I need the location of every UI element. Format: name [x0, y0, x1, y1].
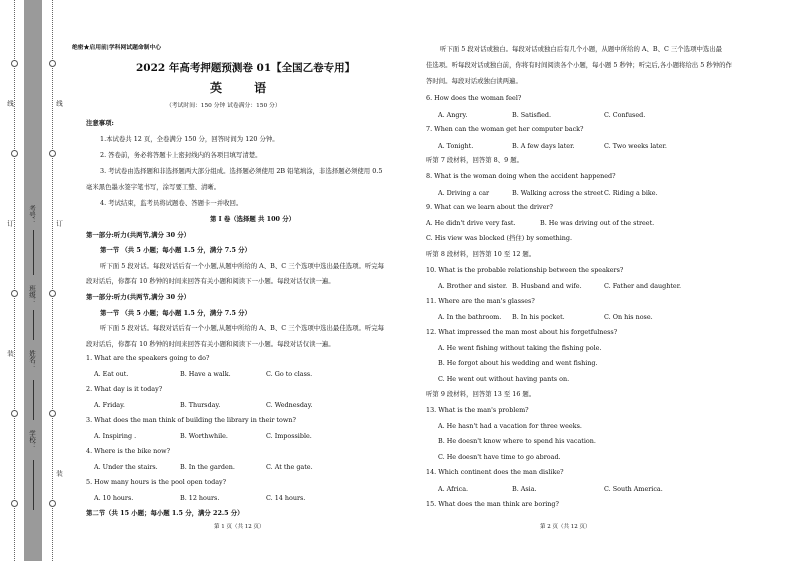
- option-line: A. He hasn't had a vacation for three weeks.: [438, 421, 582, 430]
- note-item: 3. 考试卷由选择题和非选择题两大部分组成。选择题必须使用 2B 铅笔填涂，非选择题必须使用 0.5: [100, 167, 383, 175]
- instruction-line: 听下面 5 段对话。每段对话后有一个小题,从题中所给的 A、B、C 三个选项中选出最佳选项。听完每: [100, 324, 385, 332]
- option-c: C. Two weeks later.: [604, 141, 667, 150]
- outer-dotted-line: [14, 0, 15, 561]
- option-c: C. At the gate.: [266, 463, 313, 471]
- question-1: 1. What are the speakers going to do?: [86, 354, 210, 362]
- option-a: A. Angry.: [438, 110, 468, 119]
- binding-hole: [49, 60, 56, 67]
- option-b: B. Asia.: [512, 485, 537, 493]
- volume-heading: 第 I 卷（选择题 共 100 分）: [210, 215, 295, 223]
- option-c: C. 14 hours.: [266, 494, 306, 502]
- note-item: 4. 考试结束，监考员将试题卷、答题卡一并收回。: [100, 199, 243, 207]
- part-heading: 第一部分:听力(共两节,满分 30 分）: [86, 293, 191, 301]
- instruction-line: 段对话后，你都有 10 秒钟的时间来回答有关小题和阅读下一小题。每段对话仅读一遍。: [86, 277, 335, 285]
- question-line: C. His view was blocked (挡住) by something.: [426, 234, 572, 243]
- inner-dotted-line: [52, 0, 53, 561]
- question-line: 6. How does the woman feel?: [426, 94, 522, 102]
- question-line: 11. Where are the man's glasses?: [426, 296, 535, 305]
- option-c: C. Father and daughter.: [604, 282, 682, 291]
- binding-hole: [11, 60, 18, 67]
- binding-hole: [49, 410, 56, 417]
- instruction-line: 听下面 5 段对话或独白。每段对话或独白后有几个小题，从题中所给的 A、B、C 三个选项中选出最: [440, 45, 723, 53]
- note-item: 2. 答卷前，务必将答题卡上密封线内的各项目填写清楚。: [100, 151, 262, 159]
- notes-heading: 注意事项:: [86, 119, 114, 127]
- section-heading: 第二节（共 15 小题；每小题 1.5 分，满分 22.5 分）: [86, 509, 244, 517]
- exam-info: （考试时间：150 分钟 试卷满分：150 分）: [166, 103, 281, 109]
- option-b: B. He was driving out of the street.: [540, 218, 655, 227]
- option-a: A. In the bathroom.: [438, 313, 502, 322]
- option-b: B. Husband and wife.: [512, 282, 582, 291]
- option-a: A. Africa.: [438, 485, 469, 493]
- id-line: [33, 230, 34, 275]
- option-line: A. He went fishing without taking the fishing pole.: [438, 343, 602, 352]
- option-line: C. He doesn't have time to go abroad.: [438, 452, 561, 461]
- binding-hole: [11, 500, 18, 507]
- question-line: 9. What can we learn about the driver?: [426, 203, 553, 212]
- name-label: 姓名：: [28, 350, 36, 370]
- option-a: A. Tonight.: [438, 141, 474, 150]
- margin-mark: 线: [55, 100, 63, 107]
- name-line: [33, 380, 34, 420]
- option-line: C. He went out without having pants on.: [438, 374, 570, 383]
- margin-mark: 装: [55, 470, 63, 477]
- school-label: 学校：: [28, 430, 36, 450]
- option-b: B. Have a walk.: [180, 370, 231, 378]
- page-number-left: 第 1 页（共 12 页）: [214, 524, 265, 530]
- section-heading: 第一节 （共 5 小题；每小题 1.5 分，满分 7.5 分）: [100, 246, 251, 254]
- binding-hole: [11, 150, 18, 157]
- option-b: B. Worthwhile.: [180, 432, 228, 440]
- question-line: 13. What is the man's problem?: [426, 406, 529, 414]
- option-a: A. Driving a car: [438, 188, 490, 197]
- instruction-line: 段对话后，你都有 10 秒钟的时间来回答有关小题和阅读下一小题。每段对话仅读一遍。: [86, 340, 335, 348]
- option-a: A. 10 hours.: [94, 494, 134, 502]
- option-a: A. Under the stairs.: [94, 463, 158, 471]
- question-5: 5. How many hours is the pool open today?: [86, 478, 227, 486]
- option-line: B. He forgot about his wedding and went fishing.: [438, 359, 598, 368]
- option-c: C. South America.: [604, 485, 663, 493]
- section-heading: 第一节 （共 5 小题；每小题 1.5 分，满分 7.5 分）: [100, 309, 251, 317]
- option-b: B. Thursday.: [180, 401, 221, 409]
- option-b: B. A few days later.: [512, 141, 575, 150]
- confidential-label: 绝密★启用前|学科网试题命制中心: [72, 45, 162, 51]
- option-a: A. Inspiring .: [94, 432, 137, 440]
- school-line: [33, 460, 34, 510]
- option-b: B. Walking across the street: [512, 188, 604, 197]
- option-b: B. In the garden.: [180, 463, 235, 471]
- subject-title: 英 语: [210, 81, 281, 95]
- option-b: B. 12 hours.: [180, 494, 220, 502]
- binding-hole: [49, 290, 56, 297]
- binding-hole: [11, 290, 18, 297]
- question-line: 10. What is the probable relationship between the speakers?: [426, 265, 624, 274]
- instruction-line: 佳选项。听每段对话或独白前，你将有时间阅读各个小题，每小题 5 秒钟；听完后,各小题将给出 5 秒钟的作: [426, 61, 732, 69]
- question-line: 15. What does the man think are boring?: [426, 499, 559, 508]
- question-2: 2. What day is it today?: [86, 385, 163, 393]
- option-line: B. He doesn't know where to spend his vacation.: [438, 437, 596, 446]
- id-label: 考号：: [28, 205, 36, 225]
- option-c: C. Riding a bike.: [604, 188, 658, 197]
- margin-mark: 线: [6, 100, 14, 107]
- question-line: 12. What impressed the man most about his forgetfulness?: [426, 328, 618, 336]
- note-item: 毫米黑色墨水签字笔书写，涂写要工整、清晰。: [86, 183, 221, 191]
- question-3: 3. What does the man think of building the library in their town?: [86, 416, 296, 424]
- class-line: [33, 310, 34, 340]
- question-4: 4. Where is the bike now?: [86, 447, 170, 455]
- binding-hole: [49, 500, 56, 507]
- option-a: A. Friday.: [94, 401, 125, 409]
- exam-title: 2022 年高考押题预测卷 01【全国乙卷专用】: [136, 62, 356, 74]
- part-heading: 第一部分:听力(共两节,满分 30 分）: [86, 231, 191, 239]
- instruction-line: 答时间。每段对话或独白读两遍。: [426, 77, 522, 85]
- question-line: 听第 8 段材料，回答第 10 至 12 题。: [426, 250, 536, 258]
- instruction-line: 听下面 5 段对话。每段对话后有一个小题,从题中所给的 A、B、C 三个选项中选出最佳选项。听完每: [100, 262, 385, 270]
- option-b: B. In his pocket.: [512, 313, 565, 322]
- question-line: 14. Which continent does the man dislike?: [426, 468, 564, 477]
- option-a: A. Brother and sister.: [438, 282, 508, 291]
- page-number-right: 第 2 页（共 12 页）: [540, 524, 591, 530]
- option-c: C. On his nose.: [604, 313, 653, 322]
- option-c: C. Confused.: [604, 110, 646, 119]
- option-c: C. Wednesday.: [266, 401, 313, 409]
- binding-hole: [11, 410, 18, 417]
- question-line: 听第 7 段材料，回答第 8、9 题。: [426, 156, 524, 165]
- option-a: A. Eat out.: [94, 370, 129, 378]
- margin-mark: 订: [55, 220, 63, 227]
- question-line: 7. When can the woman get her computer back?: [426, 125, 584, 134]
- binding-hole: [49, 150, 56, 157]
- option-c: C. Impossible.: [266, 432, 312, 440]
- question-line: 听第 9 段材料，回答第 13 至 16 题。: [426, 390, 536, 399]
- option-b: B. Satisfied.: [512, 110, 552, 119]
- margin-mark: 装: [6, 350, 14, 357]
- binding-margin: [0, 0, 66, 561]
- option-c: C. Go to class.: [266, 370, 313, 378]
- option-a: A. He didn't drive very fast.: [426, 218, 516, 227]
- question-line: 8. What is the woman doing when the accident happened?: [426, 172, 616, 180]
- class-label: 班级：: [28, 285, 36, 305]
- note-item: 1.本试卷共 12 页，全卷满分 150 分，回答时间为 120 分钟。: [100, 135, 279, 143]
- margin-mark: 订: [6, 220, 14, 227]
